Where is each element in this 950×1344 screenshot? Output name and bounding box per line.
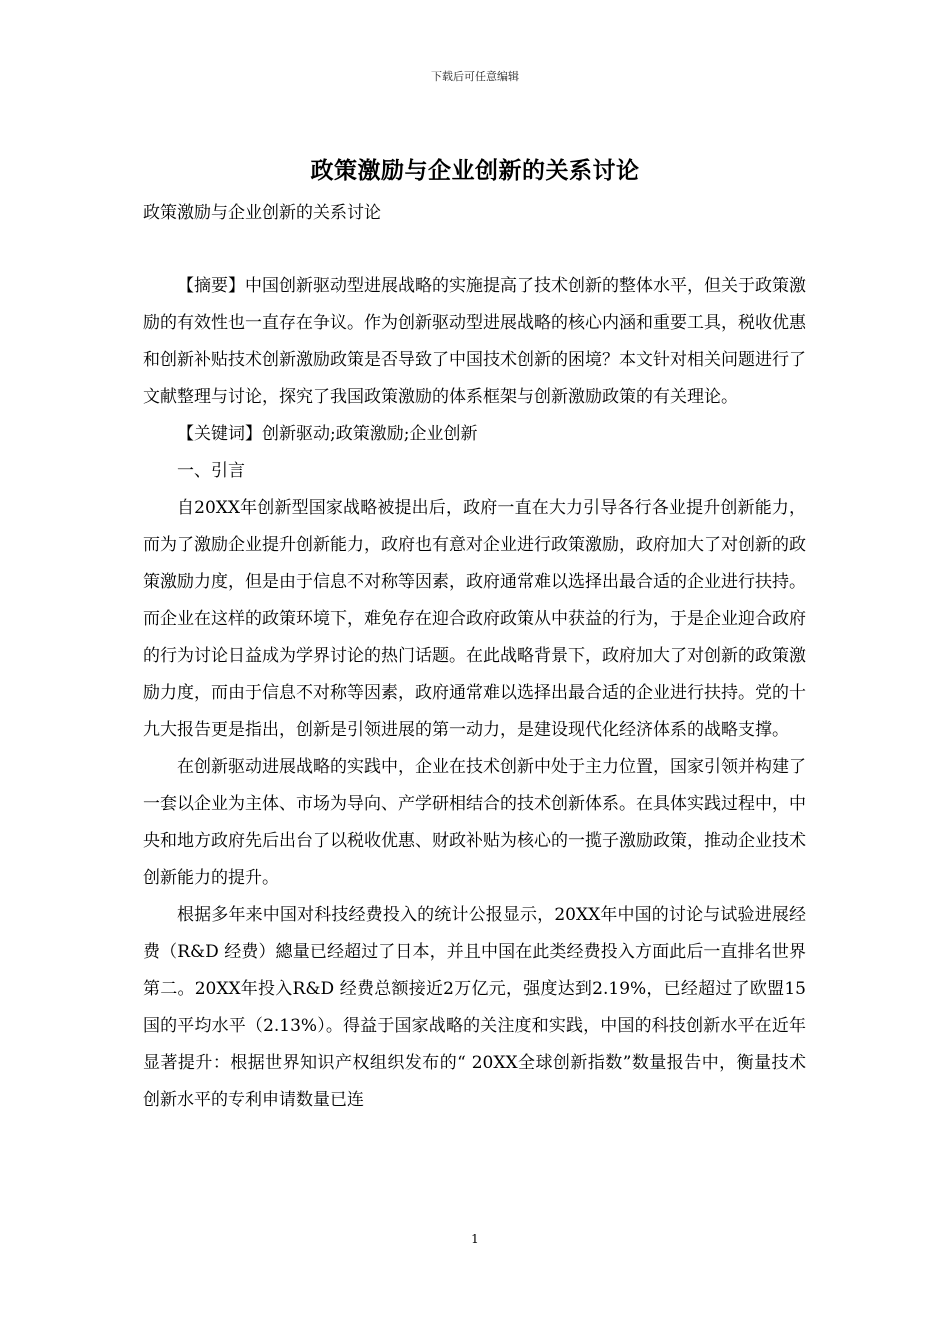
keywords-paragraph: 【关键词】创新驱动;政策激励;企业创新 [177,424,478,444]
body-paragraph: 根据多年来中国对科技经费投入的统计公报显示，20XX年中国的讨论与试验进展经费（R&D 经费）總量已经超过了日本，并且中国在此类经费投入方面此后一直排名世界第二。20XX年投入R&D 经费总额接近2万亿元，强度达到2.19%，已经超过了欧盟15国的平均水平（2.13%）。得益于国家战略的关注度和实践，中国的科技创新水平在近年显著提升：根据世界知识产权组织发布的“ 20XX全球创新指数”数量报告中，衡量技术创新水平的专利申请数量已连 [143,905,806,1110]
header-note: 下载后可任意编辑 [431,70,519,83]
document-body [143,268,806,1119]
page-title: 政策激励与企业创新的关系讨论 [310,157,640,184]
body-paragraph: 自20XX年创新型国家战略被提出后，政府一直在大力引导各行各业提升创新能力，而为了激励企业提升创新能力，政府也有意对企业进行政策激励，政府加大了对创新的政策激励力度，但是由于信息不对称等因素，政府通常难以选择出最合适的企业进行扶持。而企业在这样的政策环境下，难免存在迎合政府政策从中获益的行为，于是企业迎合政府的行为讨论日益成为学界讨论的热门话题。在此战略背景下，政府加大了对创新的政策激励力度，而由于信息不对称等因素，政府通常难以选择出最合适的企业进行扶持。党的十九大报告更是指出，创新是引领进展的第一动力，是建设现代化经济体系的战略支撑。 [143,498,806,740]
section-heading-introduction: 一、引言 [177,461,245,481]
body-paragraph: 在创新驱动进展战略的实践中，企业在技术创新中处于主力位置，国家引领并构建了一套以企业为主体、市场为导向、产学研相结合的技术创新体系。在具体实践过程中，中央和地方政府先后出台了以税收优惠、财政补贴为核心的一揽子激励政策，推动企业技术创新能力的提升。 [143,757,806,888]
page-number: 1 [471,1232,479,1246]
abstract-paragraph: 【摘要】中国创新驱动型进展战略的实施提高了技术创新的整体水平，但关于政策激励的有效性也一直存在争议。作为创新驱动型进展战略的核心内涵和重要工具，税收优惠和创新补贴技术创新激励政策是否导致了中国技术创新的困境？本文针对相关问题进行了文献整理与讨论，探究了我国政策激励的体系框架与创新激励政策的有关理论。 [143,276,806,407]
document-subtitle: 政策激励与企业创新的关系讨论 [143,203,381,223]
